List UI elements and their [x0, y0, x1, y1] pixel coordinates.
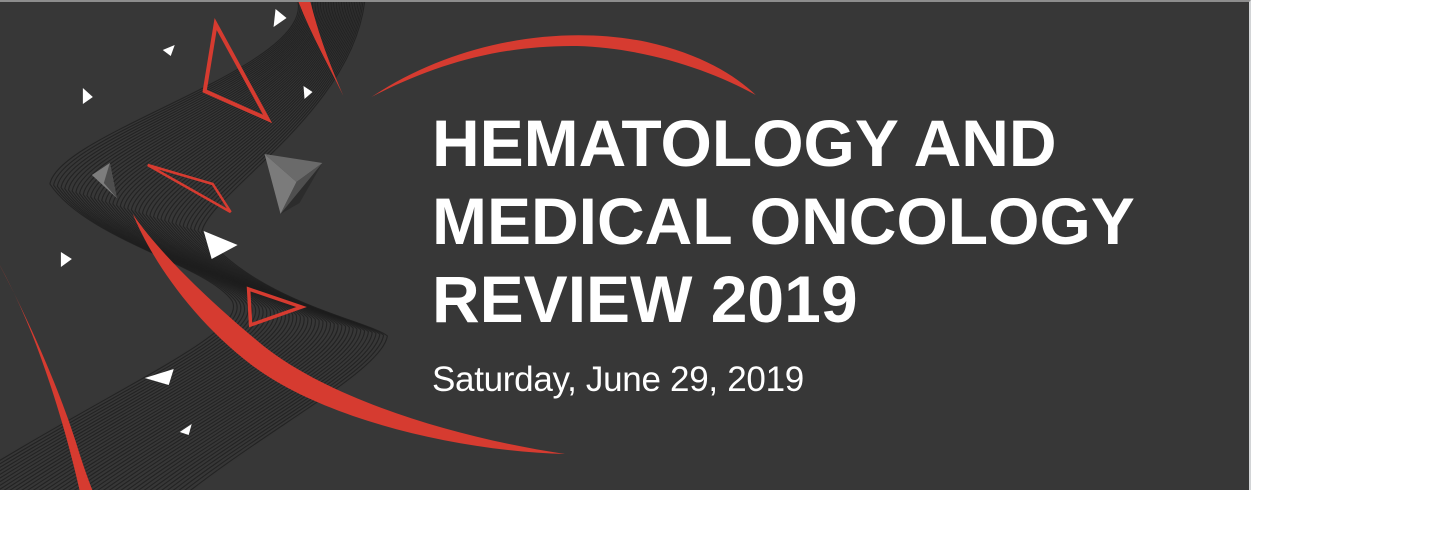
event-title-line-3: REVIEW 2019	[432, 262, 858, 336]
gray-3d-triangle-large	[265, 154, 323, 214]
white-triangle	[61, 252, 72, 267]
white-triangle	[83, 88, 93, 104]
white-triangle	[163, 45, 175, 56]
event-title-line-2: MEDICAL ONCOLOGY	[432, 184, 1135, 258]
wave-lines-pattern	[0, 2, 387, 490]
red-arc-top	[371, 35, 755, 97]
event-title-line-1: HEMATOLOGY AND	[432, 106, 1057, 180]
white-triangle	[274, 9, 287, 27]
event-date: Saturday, June 29, 2019	[432, 360, 804, 399]
event-title	[432, 104, 1212, 338]
